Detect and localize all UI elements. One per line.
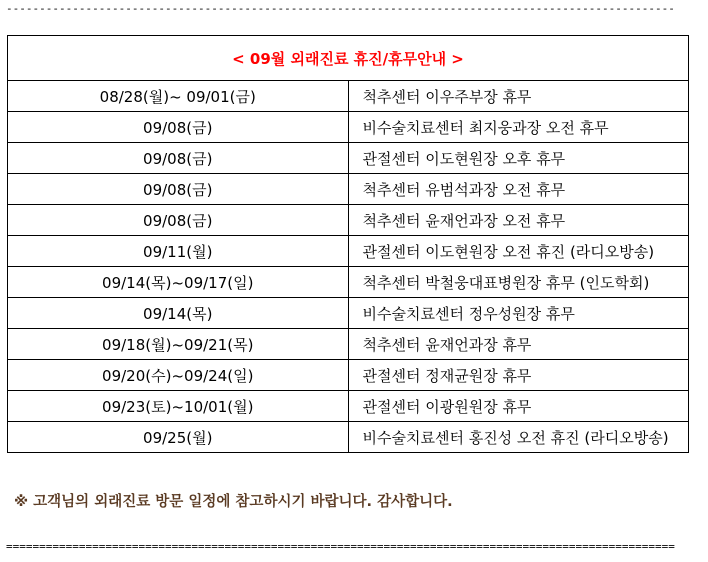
description-cell: 척추센터 이우주부장 휴무	[348, 81, 689, 112]
date-cell: 09/25(월)	[8, 422, 349, 453]
description-cell: 관절센터 정재균원장 휴무	[348, 360, 689, 391]
date-cell: 09/14(목)~09/17(일)	[8, 267, 349, 298]
title-row	[8, 36, 689, 81]
table-row	[8, 360, 689, 391]
date-cell: 09/08(금)	[8, 112, 349, 143]
description-cell: 척추센터 윤재언과장 오전 휴무	[348, 205, 689, 236]
description-cell: 척추센터 유범석과장 오전 휴무	[348, 174, 689, 205]
table-title: < 09월 외래진료 휴진/휴무안내 >	[8, 36, 689, 81]
bottom-double-divider: =====================================================================================================	[6, 540, 675, 553]
table-row	[8, 143, 689, 174]
table-row	[8, 81, 689, 112]
date-cell: 09/08(금)	[8, 143, 349, 174]
description-cell: 비수술치료센터 홍진성 오전 휴진 (라디오방송)	[348, 422, 689, 453]
table-row	[8, 174, 689, 205]
notice-text: ※ 고객님의 외래진료 방문 일정에 참고하시기 바랍니다. 감사합니다.	[14, 494, 453, 510]
date-cell: 09/20(수)~09/24(일)	[8, 360, 349, 391]
top-dashed-divider: -----------------------------------------------------------------------------------------------------	[6, 2, 675, 15]
description-cell: 척추센터 윤재언과장 휴무	[348, 329, 689, 360]
description-cell: 비수술치료센터 정우성원장 휴무	[348, 298, 689, 329]
table-row	[8, 267, 689, 298]
date-cell: 08/28(월)~ 09/01(금)	[8, 81, 349, 112]
table-row	[8, 298, 689, 329]
date-cell: 09/08(금)	[8, 205, 349, 236]
table-row	[8, 236, 689, 267]
date-cell: 09/23(토)~10/01(월)	[8, 391, 349, 422]
table-row	[8, 329, 689, 360]
description-cell: 관절센터 이도현원장 오후 휴무	[348, 143, 689, 174]
table-row	[8, 112, 689, 143]
description-cell: 비수술치료센터 최지웅과장 오전 휴무	[348, 112, 689, 143]
table-row	[8, 205, 689, 236]
table-row	[8, 391, 689, 422]
description-cell: 관절센터 이도현원장 오전 휴진 (라디오방송)	[348, 236, 689, 267]
date-cell: 09/11(월)	[8, 236, 349, 267]
date-cell: 09/18(월)~09/21(목)	[8, 329, 349, 360]
description-cell: 척추센터 박철웅대표병원장 휴무 (인도학회)	[348, 267, 689, 298]
table-row	[8, 422, 689, 453]
date-cell: 09/08(금)	[8, 174, 349, 205]
description-cell: 관절센터 이광원원장 휴무	[348, 391, 689, 422]
date-cell: 09/14(목)	[8, 298, 349, 329]
schedule-table	[7, 35, 689, 453]
